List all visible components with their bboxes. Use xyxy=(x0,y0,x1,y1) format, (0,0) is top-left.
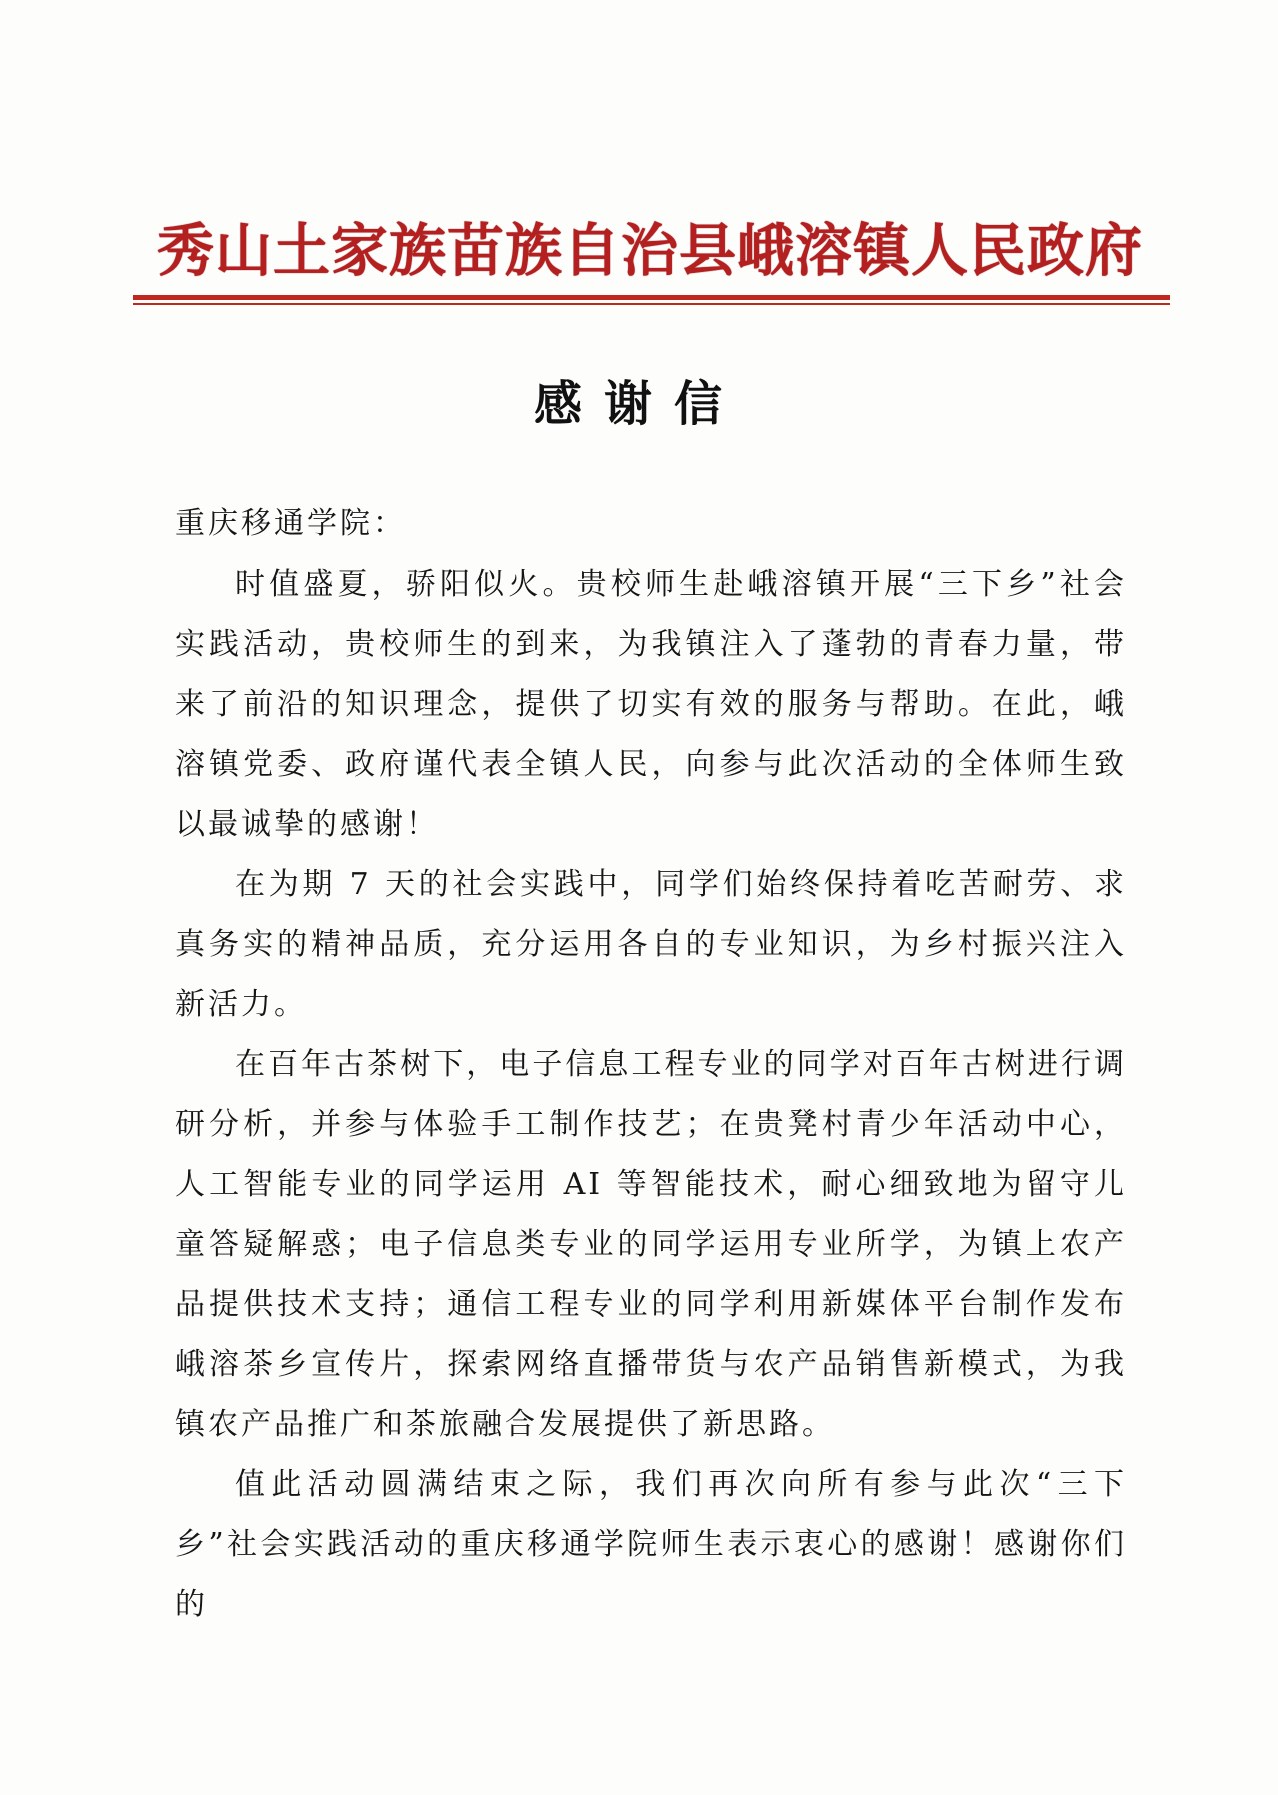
letter-salutation: 重庆移通学院： xyxy=(175,506,406,541)
letter-body xyxy=(175,555,1127,1635)
letterhead-red-rule xyxy=(133,295,1170,300)
letter-title: 感谢信 xyxy=(533,376,744,432)
letter-paragraph: 在为期 7 天的社会实践中，同学们始终保持着吃苦耐劳、求真务实的精神品质，充分运用各自的专业知识，为乡村振兴注入新活力。 xyxy=(175,867,1127,1022)
letterhead-red-rule-thin xyxy=(133,303,1170,305)
letter-paragraph: 时值盛夏，骄阳似火。贵校师生赴峨溶镇开展“三下乡”社会实践活动，贵校师生的到来，为我镇注入了蓬勃的青春力量，带来了前沿的知识理念，提供了切实有效的服务与帮助。在此，峨溶镇党委、政府谨代表全镇人民，向参与此次活动的全体师生致以最诚挚的感谢！ xyxy=(175,567,1127,842)
letter-paragraph: 值此活动圆满结束之际，我们再次向所有参与此次“三下乡”社会实践活动的重庆移通学院师生表示衷心的感谢！感谢你们的 xyxy=(175,1467,1127,1622)
government-letterhead-title: 秀山土家族苗族自治县峨溶镇人民政府 xyxy=(157,218,1143,284)
letter-paragraph: 在百年古茶树下，电子信息工程专业的同学对百年古树进行调研分析，并参与体验手工制作技艺；在贵凳村青少年活动中心，人工智能专业的同学运用 AI 等智能技术，耐心细致地为留守儿童答疑解惑；电子信息类专业的同学运用专业所学，为镇上农产品提供技术支持；通信工程专业的同学利用新媒体平台制作发布峨溶茶乡宣传片，探索网络直播带货与农产品销售新模式，为我镇农产品推广和茶旅融合发展提供了新思路。 xyxy=(175,1047,1127,1442)
